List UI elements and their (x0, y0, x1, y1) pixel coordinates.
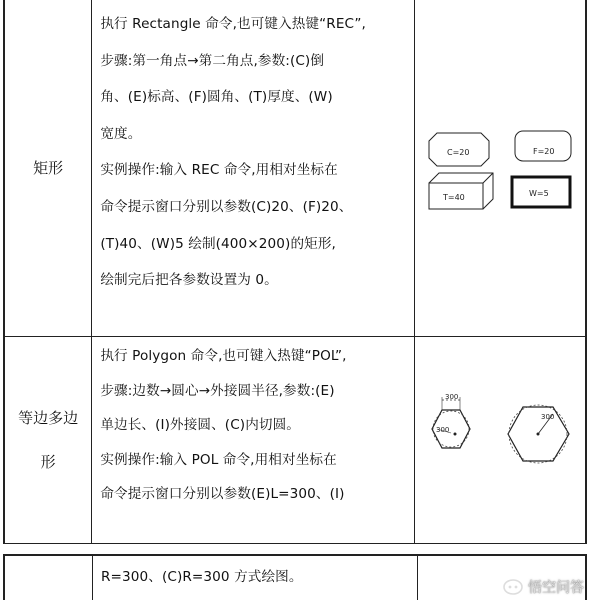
description-line: 绘制完后把各参数设置为 0。 (100, 272, 278, 289)
rectangle-illustration (415, 0, 585, 337)
description-cell (92, 337, 415, 543)
polygon-illustration (415, 337, 585, 544)
description-line: 步骤:第一角点→第二角点,参数:(C)倒 (100, 52, 325, 69)
table-row-rectangle (5, 0, 585, 337)
watermark (502, 577, 584, 597)
description-line: 单边长、(I)外接圆、(C)内切圆。 (100, 417, 300, 433)
edge-label: 300 (445, 393, 459, 401)
command-name-line: 形 (40, 453, 56, 471)
description-cell (92, 0, 415, 336)
width-label: W=5 (529, 189, 549, 198)
table-row-polygon (5, 337, 585, 544)
description-line: 实例操作:输入 REC 命令,用相对坐标在 (100, 162, 338, 179)
fillet-label: F=20 (533, 147, 555, 156)
watermark-text: 悟空问答 (528, 580, 584, 596)
description-line: 执行 Polygon 命令,也可键入热键“POL”, (100, 348, 347, 364)
commands-table (3, 0, 587, 546)
continuation-table (3, 554, 587, 600)
wukong-logo-icon (502, 578, 524, 596)
description-line: 执行 Rectangle 命令,也可键入热键“REC”, (100, 16, 366, 32)
edge-length-hexagon (432, 397, 470, 448)
description-line: 宽度。 (100, 125, 142, 142)
description-cell (93, 556, 418, 600)
description-line: 命令提示窗口分别以参数(E)L=300、(I) (100, 486, 345, 502)
description-line: 实例操作:输入 POL 命令,用相对坐标在 (100, 451, 337, 468)
thickness-label: T=40 (443, 193, 465, 202)
command-name-line: 等边多边 (18, 409, 79, 427)
command-name-cell (5, 337, 92, 543)
circumscribed-hexagon (508, 405, 569, 463)
chamfer-label: C=20 (447, 148, 470, 157)
illustration-cell (415, 337, 585, 543)
description-line: 命令提示窗口分别以参数(C)20、(F)20、 (100, 198, 353, 215)
command-name: 矩形 (33, 159, 64, 177)
page-break-gap (0, 544, 592, 554)
command-name-cell (5, 0, 92, 336)
fillet-rectangle (515, 131, 571, 161)
description-line: 步骤:边数→圆心→外接圆半径,参数:(E) (100, 382, 335, 399)
thickness-box (429, 173, 493, 209)
circumscribed-radius-label: 300 (541, 413, 555, 421)
command-name-cell (5, 556, 93, 600)
description-line: (T)40、(W)5 绘制(400×200)的矩形, (100, 235, 336, 252)
inscribed-radius-label: 300 (436, 426, 450, 434)
description-line: R=300、(C)R=300 方式绘图。 (101, 569, 303, 585)
illustration-cell (415, 0, 585, 336)
description-line: 角、(E)标高、(F)圆角、(T)厚度、(W) (100, 89, 333, 106)
